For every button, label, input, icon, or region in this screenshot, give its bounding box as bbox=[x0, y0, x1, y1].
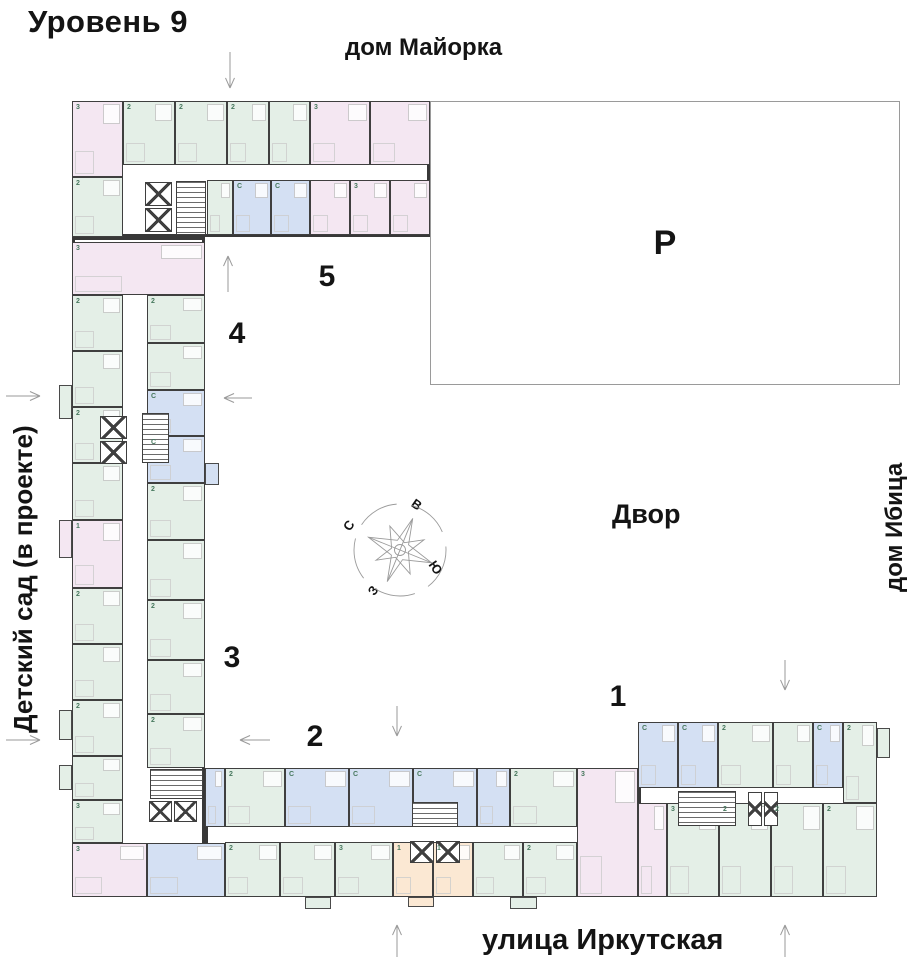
apartment-unit[interactable] bbox=[207, 180, 233, 235]
balcony bbox=[59, 710, 72, 740]
staircase bbox=[176, 181, 206, 235]
apartment-unit[interactable] bbox=[310, 180, 350, 235]
unit-type-label: С bbox=[289, 771, 295, 778]
apartment-unit[interactable] bbox=[72, 700, 123, 756]
elevator bbox=[748, 792, 762, 826]
unit-type-label: 3 bbox=[76, 104, 80, 111]
section-number-3: 3 bbox=[223, 641, 241, 674]
compass-letter: С bbox=[339, 517, 358, 534]
apartment-unit[interactable] bbox=[175, 101, 227, 165]
unit-type-label: 2 bbox=[179, 104, 183, 111]
staircase bbox=[150, 769, 203, 799]
apartment-unit[interactable] bbox=[310, 101, 370, 165]
unit-type-label: 2 bbox=[76, 703, 80, 710]
apartment-unit[interactable] bbox=[147, 843, 225, 897]
apartment-unit[interactable] bbox=[285, 768, 349, 827]
apartment-unit[interactable] bbox=[349, 768, 413, 827]
staircase bbox=[412, 802, 458, 827]
unit-type-label: С bbox=[417, 771, 423, 778]
unit-type-label: 2 bbox=[127, 104, 131, 111]
balcony bbox=[205, 463, 219, 485]
apartment-unit[interactable] bbox=[72, 588, 123, 644]
elevator bbox=[100, 416, 127, 439]
apartment-unit[interactable] bbox=[473, 842, 523, 897]
apartment-unit[interactable] bbox=[227, 101, 269, 165]
unit-type-label: С bbox=[151, 439, 157, 446]
apartment-unit[interactable] bbox=[72, 800, 123, 843]
apartment-unit[interactable] bbox=[638, 722, 678, 788]
unit-type-label: 2 bbox=[775, 806, 779, 813]
balcony bbox=[305, 897, 331, 909]
unit-type-label: 1 bbox=[437, 845, 441, 852]
apartment-unit[interactable] bbox=[823, 803, 877, 897]
apartment-unit[interactable] bbox=[147, 295, 205, 343]
apartment-unit[interactable] bbox=[370, 101, 430, 165]
unit-type-label: 3 bbox=[581, 771, 585, 778]
apartment-unit[interactable] bbox=[72, 756, 123, 800]
apartment-unit[interactable] bbox=[147, 600, 205, 660]
unit-type-label: 2 bbox=[229, 771, 233, 778]
label-kindergarten: Детский сад (в проекте) bbox=[8, 425, 38, 733]
unit-type-label: 2 bbox=[76, 298, 80, 305]
staircase bbox=[678, 791, 736, 826]
staircase bbox=[142, 413, 169, 463]
unit-type-label: 2 bbox=[151, 717, 155, 724]
apartment-unit[interactable] bbox=[72, 177, 123, 237]
unit-type-label: 2 bbox=[229, 845, 233, 852]
unit-type-label: 2 bbox=[76, 410, 80, 417]
apartment-unit[interactable] bbox=[205, 768, 225, 827]
apartment-unit[interactable] bbox=[477, 768, 510, 827]
compass-letter: Ю bbox=[425, 557, 446, 578]
unit-type-label: 2 bbox=[722, 725, 726, 732]
apartment-unit[interactable] bbox=[72, 644, 123, 700]
page-title: Уровень 9 bbox=[28, 4, 188, 39]
apartment-unit[interactable] bbox=[678, 722, 718, 788]
unit-type-label: 3 bbox=[671, 806, 675, 813]
apartment-unit[interactable] bbox=[271, 180, 310, 235]
balcony bbox=[59, 520, 72, 558]
apartment-unit[interactable] bbox=[225, 842, 280, 897]
parking-letter: Р bbox=[653, 223, 677, 262]
apartment-unit[interactable] bbox=[280, 842, 335, 897]
balcony bbox=[510, 897, 537, 909]
unit-type-label: 1 bbox=[76, 523, 80, 530]
unit-type-label: 2 bbox=[76, 591, 80, 598]
section-number-4: 4 bbox=[228, 317, 246, 350]
elevator bbox=[145, 208, 172, 232]
unit-type-label: 3 bbox=[354, 183, 358, 190]
apartment-unit[interactable] bbox=[269, 101, 310, 165]
apartment-unit[interactable] bbox=[147, 714, 205, 768]
elevator bbox=[145, 182, 172, 206]
apartment-unit[interactable] bbox=[638, 803, 667, 897]
apartment-unit[interactable] bbox=[773, 722, 813, 788]
unit-type-label: 2 bbox=[847, 725, 851, 732]
unit-type-label: 2 bbox=[151, 298, 155, 305]
unit-type-label: 3 bbox=[76, 846, 80, 853]
compass-letter: В bbox=[408, 495, 425, 514]
unit-type-label: 3 bbox=[339, 845, 343, 852]
unit-type-label: С bbox=[237, 183, 243, 190]
apartment-unit[interactable] bbox=[771, 803, 823, 897]
balcony bbox=[59, 385, 72, 419]
apartment-unit[interactable] bbox=[72, 101, 123, 177]
apartment-unit[interactable] bbox=[718, 722, 773, 788]
apartment-unit[interactable] bbox=[147, 483, 205, 540]
apartment-unit[interactable] bbox=[523, 842, 577, 897]
unit-type-label: 2 bbox=[151, 486, 155, 493]
apartment-unit[interactable] bbox=[147, 343, 205, 390]
apartment-unit[interactable] bbox=[147, 660, 205, 714]
unit-type-label: С bbox=[275, 183, 281, 190]
unit-type-label: 2 bbox=[514, 771, 518, 778]
section-number-1: 1 bbox=[609, 680, 627, 713]
label-courtyard: Двор bbox=[612, 499, 681, 529]
unit-type-label: 1 bbox=[397, 845, 401, 852]
apartment-unit[interactable] bbox=[510, 768, 577, 827]
apartment-unit[interactable] bbox=[577, 768, 638, 897]
apartment-unit[interactable] bbox=[72, 463, 123, 520]
unit-type-label: 3 bbox=[76, 803, 80, 810]
apartment-unit[interactable] bbox=[72, 295, 123, 351]
balcony bbox=[877, 728, 890, 758]
label-dom-mayorka: дом Майорка bbox=[345, 34, 503, 61]
unit-type-label: 3 bbox=[76, 245, 80, 252]
unit-type-label: 2 bbox=[231, 104, 235, 111]
unit-type-label: С bbox=[151, 393, 157, 400]
label-street-irkutskaya: улица Иркутская bbox=[482, 924, 724, 956]
elevator bbox=[174, 801, 197, 822]
balcony bbox=[408, 897, 434, 907]
apartment-unit[interactable] bbox=[72, 351, 123, 407]
label-dom-ibiza: дом Ибица bbox=[881, 462, 908, 592]
apartment-unit[interactable] bbox=[813, 722, 843, 788]
unit-type-label: 3 bbox=[314, 104, 318, 111]
compass-letter: З bbox=[364, 582, 382, 599]
apartment-unit[interactable] bbox=[335, 842, 393, 897]
apartment-unit[interactable] bbox=[350, 180, 390, 235]
unit-type-label: 2 bbox=[151, 603, 155, 610]
apartment-unit[interactable] bbox=[72, 843, 147, 897]
apartment-unit[interactable] bbox=[233, 180, 271, 235]
unit-type-label: 2 bbox=[827, 806, 831, 813]
unit-type-label: С bbox=[682, 725, 688, 732]
unit-type-label: 2 bbox=[527, 845, 531, 852]
elevator bbox=[149, 801, 172, 822]
apartment-unit[interactable] bbox=[72, 242, 205, 295]
unit-type-label: С bbox=[642, 725, 648, 732]
apartment-unit[interactable] bbox=[72, 520, 123, 588]
section-number-2: 2 bbox=[306, 720, 324, 753]
apartment-unit[interactable] bbox=[843, 722, 877, 803]
apartment-unit[interactable] bbox=[123, 101, 175, 165]
section-number-5: 5 bbox=[318, 260, 336, 293]
unit-type-label: 2 bbox=[723, 806, 727, 813]
apartment-unit[interactable] bbox=[390, 180, 430, 235]
unit-type-label: С bbox=[353, 771, 359, 778]
apartment-unit[interactable] bbox=[147, 540, 205, 600]
unit-type-label: 2 bbox=[76, 180, 80, 187]
apartment-unit[interactable] bbox=[225, 768, 285, 827]
balcony bbox=[59, 765, 72, 790]
elevator bbox=[100, 441, 127, 464]
elevator bbox=[410, 841, 434, 863]
unit-type-label: С bbox=[817, 725, 823, 732]
